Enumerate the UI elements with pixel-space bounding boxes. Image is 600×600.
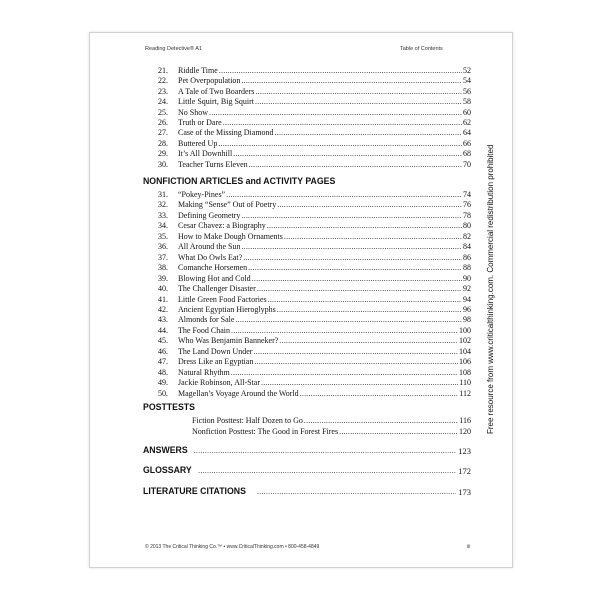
toc-entry-page: 108 [459,367,471,377]
toc-entry-number: 31. [158,190,168,199]
toc-entry-number: 30. [158,159,168,169]
toc-entry-number: 23. [158,86,168,96]
toc-entry-page: 54 [463,76,471,86]
toc-entry[interactable] [148,263,471,273]
leader-dots [194,445,457,457]
side-watermark-text: Free resource from www.criticalthinking.com. Commercial redistribution prohibited [486,144,495,434]
toc-entry-title: Teacher Turns Eleven [178,159,248,169]
leader-dots [275,128,462,138]
toc-entry[interactable] [148,200,471,210]
leader-dots [226,190,462,200]
toc-answers[interactable] [143,445,471,457]
leader-dots [249,160,462,170]
toc-entry-title: Buttered Up [178,138,218,148]
toc-entry-number: 47. [158,357,168,367]
toc-entry-title: Riddle Time [178,66,218,75]
toc-entry[interactable] [148,128,471,138]
leader-dots [257,284,462,294]
leader-dots [268,295,462,305]
toc-entry-number: 50. [158,388,168,398]
toc-entry[interactable] [148,295,471,305]
toc-entry-page: 84 [463,242,471,252]
toc-entry-number: 37. [158,252,168,262]
toc-entry-page: 98 [463,315,471,325]
toc-entry-title: Blowing Hot and Cold [178,273,251,283]
toc-entry-number: 26. [158,118,168,127]
leader-dots [253,347,458,357]
toc-entry-number: 41. [158,294,168,304]
toc-entry-title: Who Was Benjamin Banneker? [178,336,279,346]
toc-glossary-title: GLOSSARY [143,465,192,476]
footer-copyright: © 2013 The Critical Thinking Co.™ • www.CriticalThinking.com • 800-458-4849 [145,544,320,550]
toc-entry-page: 76 [463,200,471,210]
toc-entry[interactable] [148,368,471,378]
leader-dots [257,486,456,498]
toc-entry-page: 100 [459,325,471,335]
toc-entry-page: 82 [463,231,471,241]
toc-entry[interactable] [148,190,471,200]
toc-entry-title: Dress Like an Egyptian [178,357,254,367]
toc-entry-page: 86 [463,252,471,262]
toc-entry[interactable] [148,160,471,170]
leader-dots [243,253,462,263]
leader-dots [284,232,462,242]
toc-entry[interactable] [148,326,471,336]
leader-dots [339,427,458,437]
toc-entry-title: Making “Sense” Out of Poetry [178,200,277,210]
toc-entry-page: 112 [459,388,471,398]
toc-entry-page: 116 [459,416,471,425]
toc-entry-title: Little Green Food Factories [178,294,267,304]
toc-entry-page: 106 [459,357,471,367]
leader-dots [254,357,458,367]
toc-entry-page: 102 [459,336,471,346]
toc-entry-title: Almonds for Sale [178,315,235,325]
toc-entry-number: 40. [158,284,168,294]
toc-entry-title: How to Make Dough Ornaments [178,231,283,241]
leader-dots [241,211,462,221]
toc-entry-page: 64 [463,128,471,138]
nonfiction-heading: NONFICTION ARTICLES and ACTIVITY PAGES [143,176,336,187]
footer-page-number: iii [467,544,471,550]
toc-entry-page: 110 [459,378,471,388]
toc-entry[interactable] [148,108,471,118]
toc-literature-page: 173 [458,487,471,497]
toc-entry-number: 32. [158,200,168,210]
leader-dots [235,315,462,325]
toc-entry-number: 38. [158,263,168,273]
toc-entry[interactable] [148,242,471,252]
leader-dots [255,87,462,97]
toc-entry[interactable] [148,118,471,128]
leader-dots [219,66,462,76]
toc-entry-page: 120 [459,426,471,436]
toc-entry-number: 46. [158,346,168,356]
leader-dots [261,378,458,388]
toc-entry-number: 24. [158,97,168,107]
toc-literature-citations[interactable] [143,486,471,498]
leader-dots [300,389,459,399]
running-header-section: Table of Contents [400,46,443,52]
toc-entry-title: Truth or Dare [178,118,222,127]
toc-entry-number: 48. [158,367,168,377]
toc-entry[interactable] [148,378,471,388]
toc-literature-title: LITERATURE CITATIONS [143,486,246,497]
leader-dots [241,76,462,86]
leader-dots [279,336,458,346]
running-header-title: Reading Detective® A1 [145,46,202,52]
toc-entry-title: Nonfiction Posttest: The Good in Forest Fires [192,426,339,436]
toc-entry-number: 33. [158,210,168,220]
toc-entry-title: Jackie Robinson, All-Star [178,378,260,388]
leader-dots [277,305,462,315]
toc-entry-number: 44. [158,325,168,335]
leader-dots [248,263,462,273]
toc-entry[interactable] [148,305,471,315]
toc-entry-title: Magellan’s Voyage Around the World [178,388,299,398]
toc-entry-title: Defining Geometry [178,210,241,220]
leader-dots [231,326,458,336]
toc-entry[interactable] [192,416,471,426]
toc-entry-number: 42. [158,304,168,314]
toc-entry-title: Case of the Missing Diamond [178,128,274,138]
toc-entry-page: 92 [463,284,471,294]
toc-entry-number: 22. [158,76,168,86]
toc-entry[interactable] [148,211,471,221]
toc-entry[interactable] [148,221,471,231]
leader-dots [255,97,462,107]
toc-entry-page: 96 [463,304,471,314]
leader-dots [241,242,462,252]
toc-entry-page: 56 [463,86,471,96]
toc-entry-number: 36. [158,242,168,252]
toc-entry-title: What Do Owls Eat? [178,252,243,262]
toc-entry[interactable] [148,232,471,242]
toc-entry[interactable] [148,97,471,107]
toc-entry-page: 62 [463,118,471,127]
toc-entry-page: 74 [463,190,471,199]
toc-entry[interactable] [148,139,471,149]
leader-dots [252,274,462,284]
toc-entry-title: The Land Down Under [178,346,253,356]
toc-entry[interactable] [192,427,471,437]
toc-entry-number: 29. [158,149,168,159]
leader-dots [277,200,462,210]
toc-entry-title: Cesar Chavez: a Biography [178,221,266,231]
toc-entry[interactable] [148,66,471,76]
toc-entry-title: Natural Rhythm [178,367,230,377]
toc-entry-number: 28. [158,138,168,148]
toc-entry-number: 25. [158,107,168,117]
toc-glossary-page: 172 [458,466,471,476]
toc-entry-number: 43. [158,315,168,325]
toc-entry-page: 88 [463,263,471,273]
toc-entry-title: All Around the Sun [178,242,241,252]
toc-entry-page: 66 [463,138,471,148]
toc-entry-number: 21. [158,66,168,75]
toc-entry[interactable] [148,284,471,294]
toc-entry-page: 90 [463,273,471,283]
leader-dots [198,465,456,477]
toc-entry[interactable] [148,274,471,284]
toc-entry-number: 34. [158,221,168,231]
toc-entry-title: The Food Chain [178,325,230,335]
leader-dots [231,368,458,378]
toc-entry-number: 39. [158,273,168,283]
toc-answers-title: ANSWERS [143,445,188,456]
leader-dots [233,149,462,159]
toc-entry-page: 60 [463,107,471,117]
toc-entry-title: A Tale of Two Boarders [178,86,255,96]
toc-answers-page: 123 [458,446,471,456]
toc-entry-number: 45. [158,336,168,346]
toc-entry[interactable] [148,87,471,97]
toc-entry[interactable] [148,315,471,325]
toc-entry-number: 27. [158,128,168,138]
toc-entry-title: It’s All Downhill [178,149,233,159]
toc-entry[interactable] [148,149,471,159]
toc-entry[interactable] [148,336,471,346]
toc-entry[interactable] [148,347,471,357]
toc-entry[interactable] [148,253,471,263]
toc-entry-number: 49. [158,378,168,388]
toc-entry-page: 52 [463,66,471,75]
toc-entry-page: 68 [463,149,471,159]
toc-entry-page: 80 [463,221,471,231]
toc-entry-title: Little Squirt, Big Squirt [178,97,255,107]
toc-entry-page: 70 [463,159,471,169]
leader-dots [218,139,462,149]
toc-entry-number: 35. [158,231,168,241]
posttests-heading: POSTTESTS [143,402,195,413]
toc-entry-title: “Pokey-Pines” [178,190,226,199]
leader-dots [304,416,458,426]
toc-entry[interactable] [148,357,471,367]
toc-entry-title: Fiction Posttest: Half Dozen to Go [192,416,303,425]
toc-entry[interactable] [148,76,471,86]
toc-entry-title: No Show [178,107,209,117]
toc-glossary[interactable] [143,465,471,477]
toc-entry-page: 78 [463,210,471,220]
leader-dots [223,118,462,128]
toc-entry-page: 58 [463,97,471,107]
leader-dots [209,108,462,118]
toc-entry-title: Comanche Horsemen [178,263,248,273]
leader-dots [267,221,462,231]
toc-entry-title: Ancient Egyptian Hieroglyphs [178,304,276,314]
toc-entry[interactable] [148,389,471,399]
toc-entry-page: 94 [463,294,471,304]
toc-entry-title: Pet Overpopulation [178,76,241,86]
toc-entry-title: The Challenger Disaster [178,284,256,294]
toc-entry-page: 104 [459,346,471,356]
